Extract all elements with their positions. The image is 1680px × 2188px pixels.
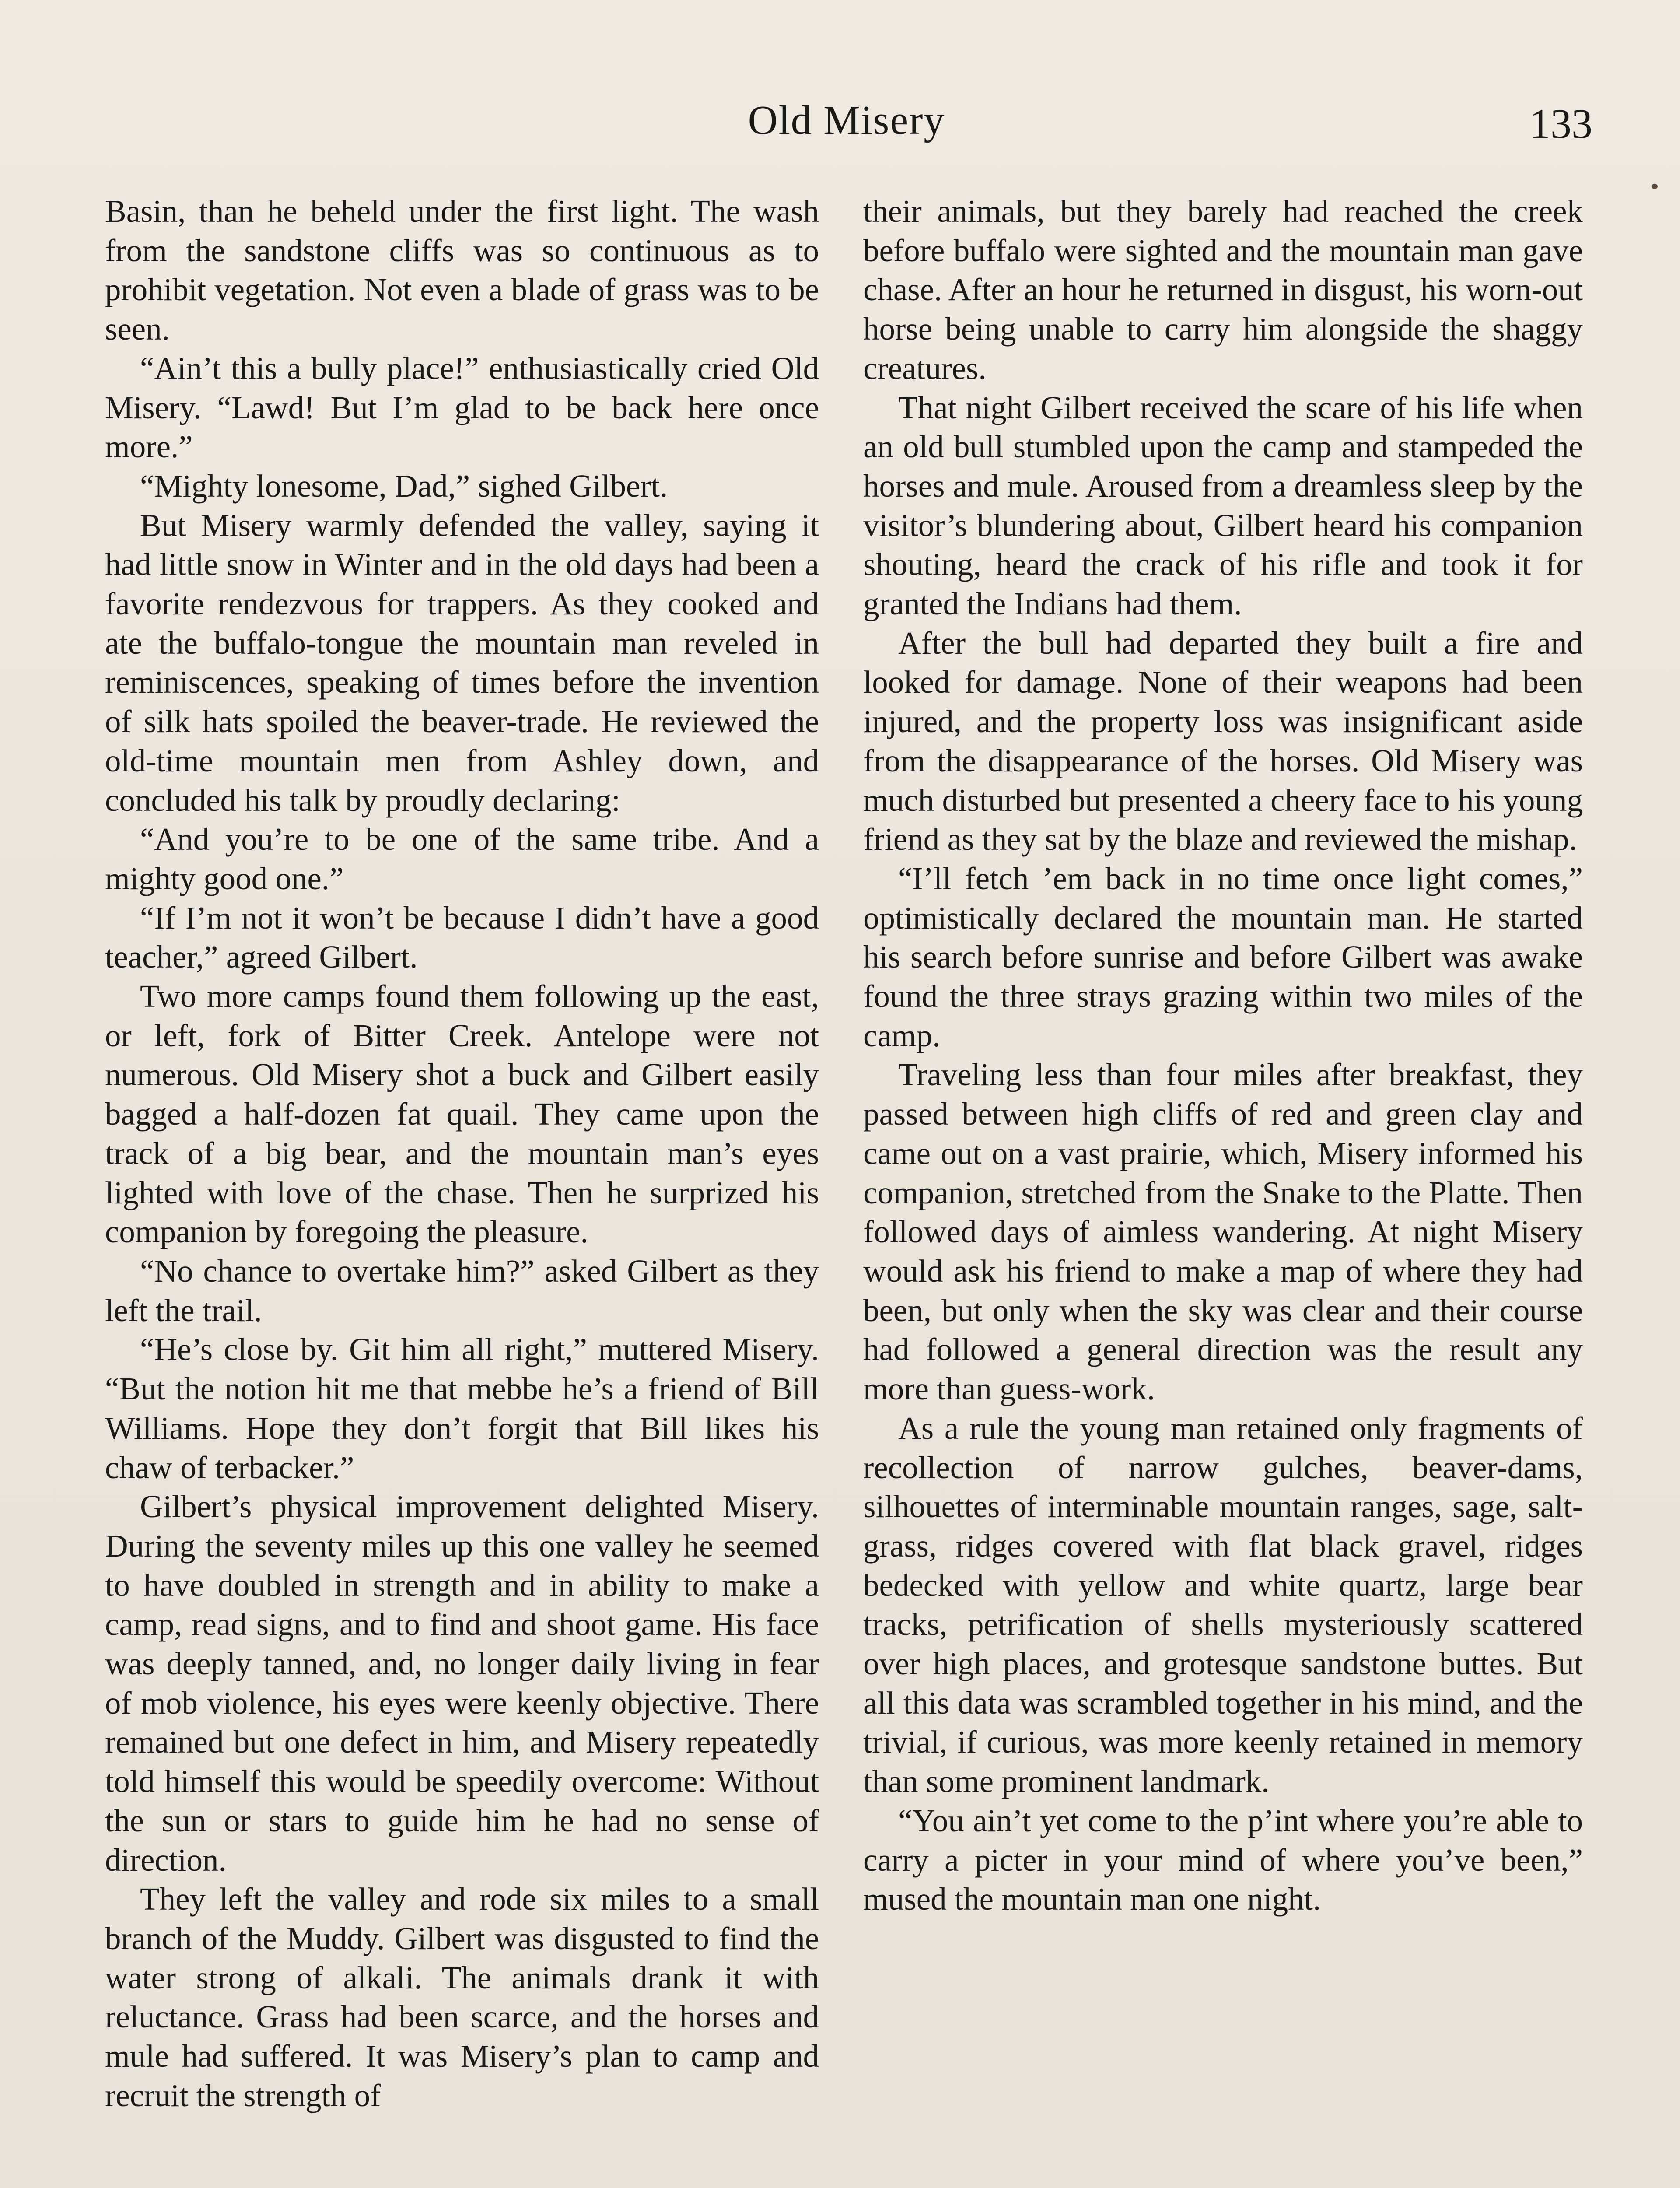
running-header xyxy=(0,90,1680,151)
paragraph: their animals, but they barely had reached the creek before buffalo were sighted and the mountain man gave chase. After an hour he returned in disgust, his worn-out horse being unable to carry him alongside the shaggy creatures. xyxy=(863,193,1583,386)
paragraph: That night Gilbert received the scare of his life when an old bull stumbled upon the camp and stampeded the horses and mule. Aroused from a dreamless sleep by the visitor’s blundering about, Gilbert heard his companion shouting, heard the crack of his rifle and took it for granted the Indians had them. xyxy=(863,389,1583,622)
paragraph: “If I’m not it won’t be because I didn’t have a good teacher,” agreed Gilbert. xyxy=(105,900,819,975)
paragraph: Two more camps found them following up the east, or left, fork of Bitter Creek. Antelope were not numerous. Old Misery shot a buck and Gilbert easily bagged a half-dozen fat quail. They came upon the track of a big bear, and the mountain man’s eyes lighted with love of the chase. Then he surprized his companion by foregoing the pleasure. xyxy=(105,978,819,1250)
paragraph: “And you’re to be one of the same tribe. And a mighty good one.” xyxy=(105,821,819,896)
paragraph: “No chance to overtake him?” asked Gilbert as they left the trail. xyxy=(105,1253,819,1328)
paragraph: Gilbert’s physical improvement delighted Misery. During the seventy miles up this one valley he seemed to have doubled in strength and in ability to make a camp, read signs, and to find and shoot game. His face was deeply tanned, and, no longer daily living in fear of mob violence, his eyes were keenly objective. There remained but one defect in him, and Misery repeatedly told himself this would be speedily overcome: Without the sun or stars to guide him he had no sense of direction. xyxy=(105,1489,819,1878)
paragraph: But Misery warmly defended the valley, saying it had little snow in Winter and in the old days had been a favorite rendezvous for trappers. As they cooked and ate the buffalo-tongue the mountain man reveled in reminiscences, speaking of times before the invention of silk hats spoiled the beaver-trade. He reviewed the old-time mountain men from Ashley down, and concluded his talk by proudly declaring: xyxy=(105,507,819,818)
paragraph: “You ain’t yet come to the p’int where you’re able to carry a picter in your mind of where you’ve been,” mused the mountain man one night. xyxy=(863,1802,1583,1917)
page-title: Old Misery xyxy=(748,98,945,143)
paragraph: “He’s close by. Git him all right,” muttered Misery. “But the notion hit me that mebbe he’s a friend of Bill Williams. Hope they don’t forgit that Bill likes his chaw of terbacker.” xyxy=(105,1332,819,1485)
paragraph: They left the valley and rode six miles to a small branch of the Muddy. Gilbert was disgusted to find the water strong of alkali. The animals drank it with reluctance. Grass had been scarce, and the horses and mule had suffered. It was Misery’s plan to camp and recruit the strength of xyxy=(105,1881,819,2113)
paragraph: Basin, than he beheld under the first light. The wash from the sandstone cliffs was so continuous as to prohibit vegetation. Not even a blade of grass was to be seen. xyxy=(105,193,819,347)
paragraph: Traveling less than four miles after breakfast, they passed between high cliffs of red and green clay and came out on a vast prairie, which, Misery informed his companion, stretched from the Snake to the Platte. Then followed days of aimless wandering. At night Misery would ask his friend to make a map of where they had been, but only when the sky was clear and their course had followed a general direction was the result any more than guess-work. xyxy=(863,1057,1583,1407)
ink-speck xyxy=(1652,184,1658,189)
paragraph: As a rule the young man retained only fragments of recollection of narrow gulches, beaver-dams, silhouettes of interminable mountain ranges, sage, salt-grass, ridges covered with flat black gravel, ridges bedecked with yellow and white quartz, large bear tracks, petrification of shells mysteriously scattered over high places, and grotesque sandstone buttes. But all this data was scrambled together in his mind, and the trivial, if curious, was more keenly retained in memory than some prominent landmark. xyxy=(863,1410,1583,1799)
paragraph: “Mighty lonesome, Dad,” sighed Gilbert. xyxy=(140,468,668,504)
paragraph: “I’ll fetch ’em back in no time once light comes,” optimistically declared the mountain man. He started his search before sunrise and before Gilbert was awake found the three strays grazing within two miles of the camp. xyxy=(863,860,1583,1053)
right-column xyxy=(863,192,1583,2188)
paragraph: “Ain’t this a bully place!” enthusiastically cried Old Misery. “Lawd! But I’m glad to be back here once more.” xyxy=(105,350,819,465)
page-number: 133 xyxy=(1530,100,1592,147)
paragraph: After the bull had departed they built a fire and looked for damage. None of their weapons had been injured, and the property loss was insignificant aside from the disappearance of the horses. Old Misery was much disturbed but presented a cheery face to his young friend as they sat by the blaze and reviewed the mishap. xyxy=(863,625,1583,857)
left-column xyxy=(105,192,819,2188)
